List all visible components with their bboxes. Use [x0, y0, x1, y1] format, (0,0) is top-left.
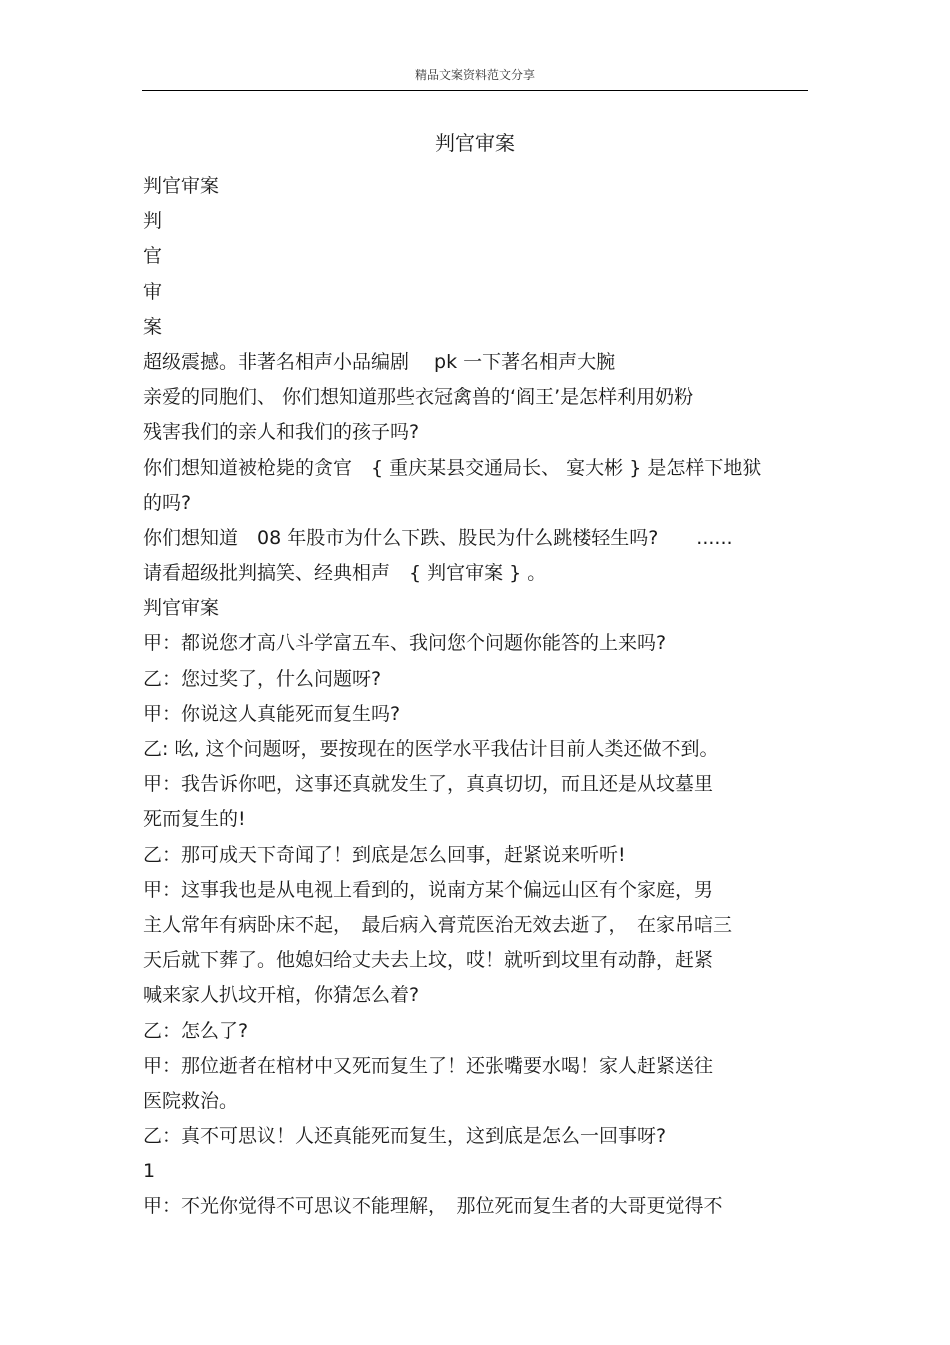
- text-line: 天后就下葬了。他媳妇给丈夫去上坟，哎！就听到坟里有动静，赶紧: [143, 949, 714, 972]
- text-line: 甲：我告诉你吧，这事还真就发生了，真真切切，而且还是从坟墓里: [143, 773, 714, 796]
- text-line: 超级震撼。非著名相声小品编剧 pk 一下著名相声大腕: [143, 350, 616, 373]
- text-line: 乙：真不可思议！人还真能死而复生，这到底是怎么一回事呀?: [143, 1125, 667, 1148]
- text-line: 乙：怎么了?: [143, 1019, 249, 1042]
- text-line: 判官审案: [143, 175, 220, 197]
- document-title: 判官审案: [435, 131, 515, 155]
- text-line: 乙：您过奖了，什么问题呀?: [143, 667, 382, 690]
- text-line: 判: [143, 210, 163, 233]
- text-line: 甲：你说这人真能死而复生吗?: [143, 702, 401, 725]
- text-line: 喊来家人扒坟开棺，你猜怎么着?: [143, 984, 420, 1007]
- text-line: 请看超级批判搞笑、经典相声 { 判官审案 } 。: [143, 562, 547, 585]
- text-line: 案: [143, 315, 163, 338]
- text-line: 乙：那可成天下奇闻了！到底是怎么回事，赶紧说来听听!: [143, 843, 626, 866]
- text-line: 残害我们的亲人和我们的孩子吗?: [143, 421, 420, 444]
- header-divider: [142, 90, 808, 91]
- text-line: 的吗?: [143, 491, 192, 514]
- text-line: 审: [143, 280, 163, 303]
- text-line: 甲：都说您才高八斗学富五车、我问您个问题你能答的上来吗?: [143, 632, 667, 655]
- text-line: 你们想知道被枪毙的贪官 { 重庆某县交通局长、 宴大彬 } 是怎样下地狱: [143, 456, 762, 479]
- text-line: 判官审案: [143, 597, 220, 620]
- text-line: 官: [143, 245, 163, 268]
- page-header: 精品文案资料范文分享: [414, 68, 535, 82]
- page-number: 1: [143, 1160, 156, 1183]
- text-line: 甲：不光你觉得不可思议不能理解， 那位死而复生者的大哥更觉得不: [143, 1195, 723, 1218]
- text-line: 死而复生的!: [143, 808, 246, 831]
- text-line: 主人常年有病卧床不起， 最后病入膏荒医治无效去逝了， 在家吊唁三: [143, 913, 733, 936]
- text-line: 甲：这事我也是从电视上看到的，说南方某个偏远山区有个家庭，男: [143, 878, 714, 901]
- text-line: 甲：那位逝者在棺材中又死而复生了！还张嘴要水喝！家人赶紧送往: [143, 1054, 714, 1077]
- text-line: 乙: 吆, 这个问题呀，要按现在的医学水平我估计目前人类还做不到。: [143, 738, 719, 760]
- document-body: [143, 169, 809, 1225]
- text-line: 医院救治。: [143, 1089, 239, 1112]
- text-line: 亲爱的同胞们、 你们想知道那些衣冠禽兽的‘阎王’是怎样利用奶粉: [143, 386, 694, 409]
- text-line: 你们想知道 08 年股市为什么下跌、股民为什么跳楼轻生吗? ......: [143, 526, 733, 549]
